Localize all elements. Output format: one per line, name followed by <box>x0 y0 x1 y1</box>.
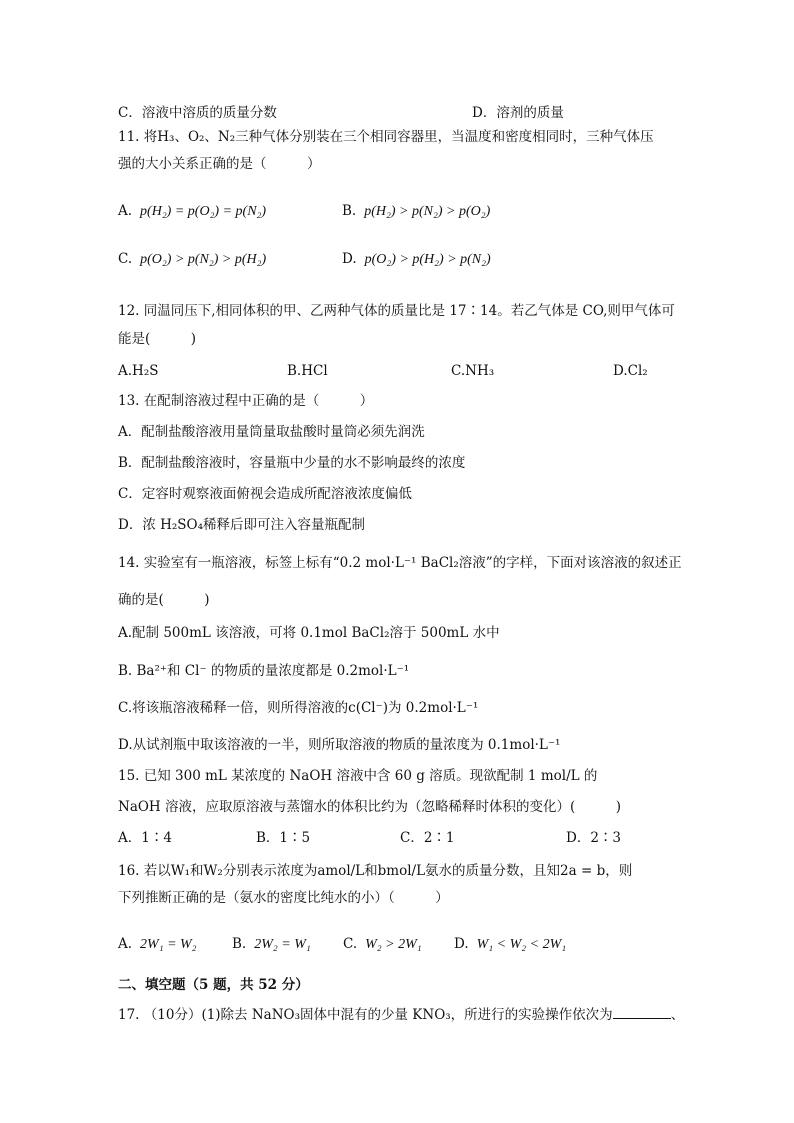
option-label: C. <box>343 936 358 952</box>
section-heading: 二、填空题（5 题，共 52 分） <box>118 977 309 993</box>
q17-stem <box>118 1006 684 1024</box>
q11-option-b <box>342 202 490 221</box>
q11-stem-line2: 强的大小关系正确的是（ ） <box>118 156 321 172</box>
q12-option-b: B.HCl <box>287 363 328 379</box>
q12-option-c: C.NH₃ <box>451 363 495 379</box>
q15-option-c: C．2∶1 <box>400 830 455 846</box>
option-label: D. <box>454 936 469 952</box>
q14-stem-line2: 确的是( ) <box>118 592 210 608</box>
q12-stem-line2: 能是( ) <box>118 331 197 347</box>
option-label: B. <box>342 203 357 219</box>
q15-stem-line1: 15. 已知 300 mL 某浓度的 NaOH 溶液中含 60 g 溶质。现欲配制 1 mol/L 的 <box>118 768 598 784</box>
q14-option-c: C.将该瓶溶液稀释一倍，则所得溶液的c(Cl⁻)为 0.2mol·L⁻¹ <box>118 700 479 716</box>
q15-option-d: D．2∶3 <box>566 830 622 846</box>
q15-stem-line2: NaOH 溶液，应取原溶液与蒸馏水的体积比约为（忽略稀释时体积的变化）( ) <box>118 799 622 815</box>
option-label: D. <box>342 251 357 267</box>
answer-blank[interactable] <box>613 1006 671 1019</box>
option-label: B. <box>232 936 247 952</box>
q10-option-c: C．溶液中溶质的质量分数 <box>118 105 277 121</box>
q13-option-c: C．定容时观察液面俯视会造成所配溶液浓度偏低 <box>118 486 412 502</box>
option-formula: 2W₂ = W₁ <box>254 937 311 952</box>
q13-option-a: A．配制盐酸溶液用量筒量取盐酸时量筒必须先润洗 <box>118 424 425 440</box>
q12-option-a: A.H₂S <box>118 363 159 379</box>
option-formula: p(O₂) > p(N₂) > p(H₂) <box>140 252 267 267</box>
q16-stem-line1: 16. 若以W₁和W₂分别表示浓度为amol/L和bmol/L氨水的质量分数，且知2a = b，则 <box>118 863 633 879</box>
option-label: A. <box>118 203 133 219</box>
q17-stem-text: 17. （10分）(1)除去 NaNO₃固体中混有的少量 KNO₃，所进行的实验操作依次为 <box>118 1007 613 1023</box>
option-label: A. <box>118 936 133 952</box>
q12-option-d: D.Cl₂ <box>613 363 648 379</box>
option-label: C. <box>118 251 133 267</box>
q13-option-b: B．配制盐酸溶液时，容量瓶中少量的水不影响最终的浓度 <box>118 455 466 471</box>
option-formula: p(O₂) > p(H₂) > p(N₂) <box>364 252 491 267</box>
q10-option-d: D．溶剂的质量 <box>472 105 564 121</box>
q16-option-a <box>118 935 197 954</box>
q11-option-c <box>118 250 266 269</box>
q17-stem-tail: 、 <box>670 1007 685 1023</box>
q16-option-d <box>454 935 566 954</box>
option-formula: 2W₁ = W₂ <box>140 937 197 952</box>
option-formula: W₁ < W₂ < 2W₁ <box>476 937 567 952</box>
q11-stem-line1: 11. 将H₃、O₂、N₂三种气体分别装在三个相同容器里，当温度和密度相同时，三种气体压 <box>118 129 654 145</box>
q15-option-a: A．1∶4 <box>118 830 172 846</box>
q12-stem-line1: 12. 同温同压下,相同体积的甲、乙两种气体的质量比是 17∶14。若乙气体是 CO,则甲气体可 <box>118 303 675 319</box>
q13-stem: 13. 在配制溶液过程中正确的是（ ） <box>118 393 374 409</box>
q11-option-d <box>342 250 491 269</box>
option-formula: W₂ > 2W₁ <box>365 937 422 952</box>
q15-option-b: B．1∶5 <box>256 830 311 846</box>
option-formula: p(H₂) > p(N₂) > p(O₂) <box>364 204 491 219</box>
q16-stem-line2: 下列推断正确的是（氨水的密度比纯水的小）（ ） <box>118 890 449 906</box>
q11-option-a <box>118 202 266 221</box>
q14-option-d: D.从试剂瓶中取该溶液的一半，则所取溶液的物质的量浓度为 0.1mol·L⁻¹ <box>118 737 561 753</box>
option-formula: p(H₂) = p(O₂) = p(N₂) <box>140 204 267 219</box>
q13-option-d: D．浓 H₂SO₄稀释后即可注入容量瓶配制 <box>118 517 366 533</box>
q14-option-b: B. Ba²⁺和 Cl⁻ 的物质的量浓度都是 0.2mol·L⁻¹ <box>118 663 410 679</box>
q16-option-c <box>343 935 422 954</box>
q16-option-b <box>232 935 311 954</box>
q14-option-a: A.配制 500mL 该溶液，可将 0.1mol BaCl₂溶于 500mL 水中 <box>118 625 500 641</box>
q14-stem-line1: 14. 实验室有一瓶溶液，标签上标有“0.2 mol·L⁻¹ BaCl₂溶液”的字样，下面对该溶液的叙述正 <box>118 555 682 571</box>
